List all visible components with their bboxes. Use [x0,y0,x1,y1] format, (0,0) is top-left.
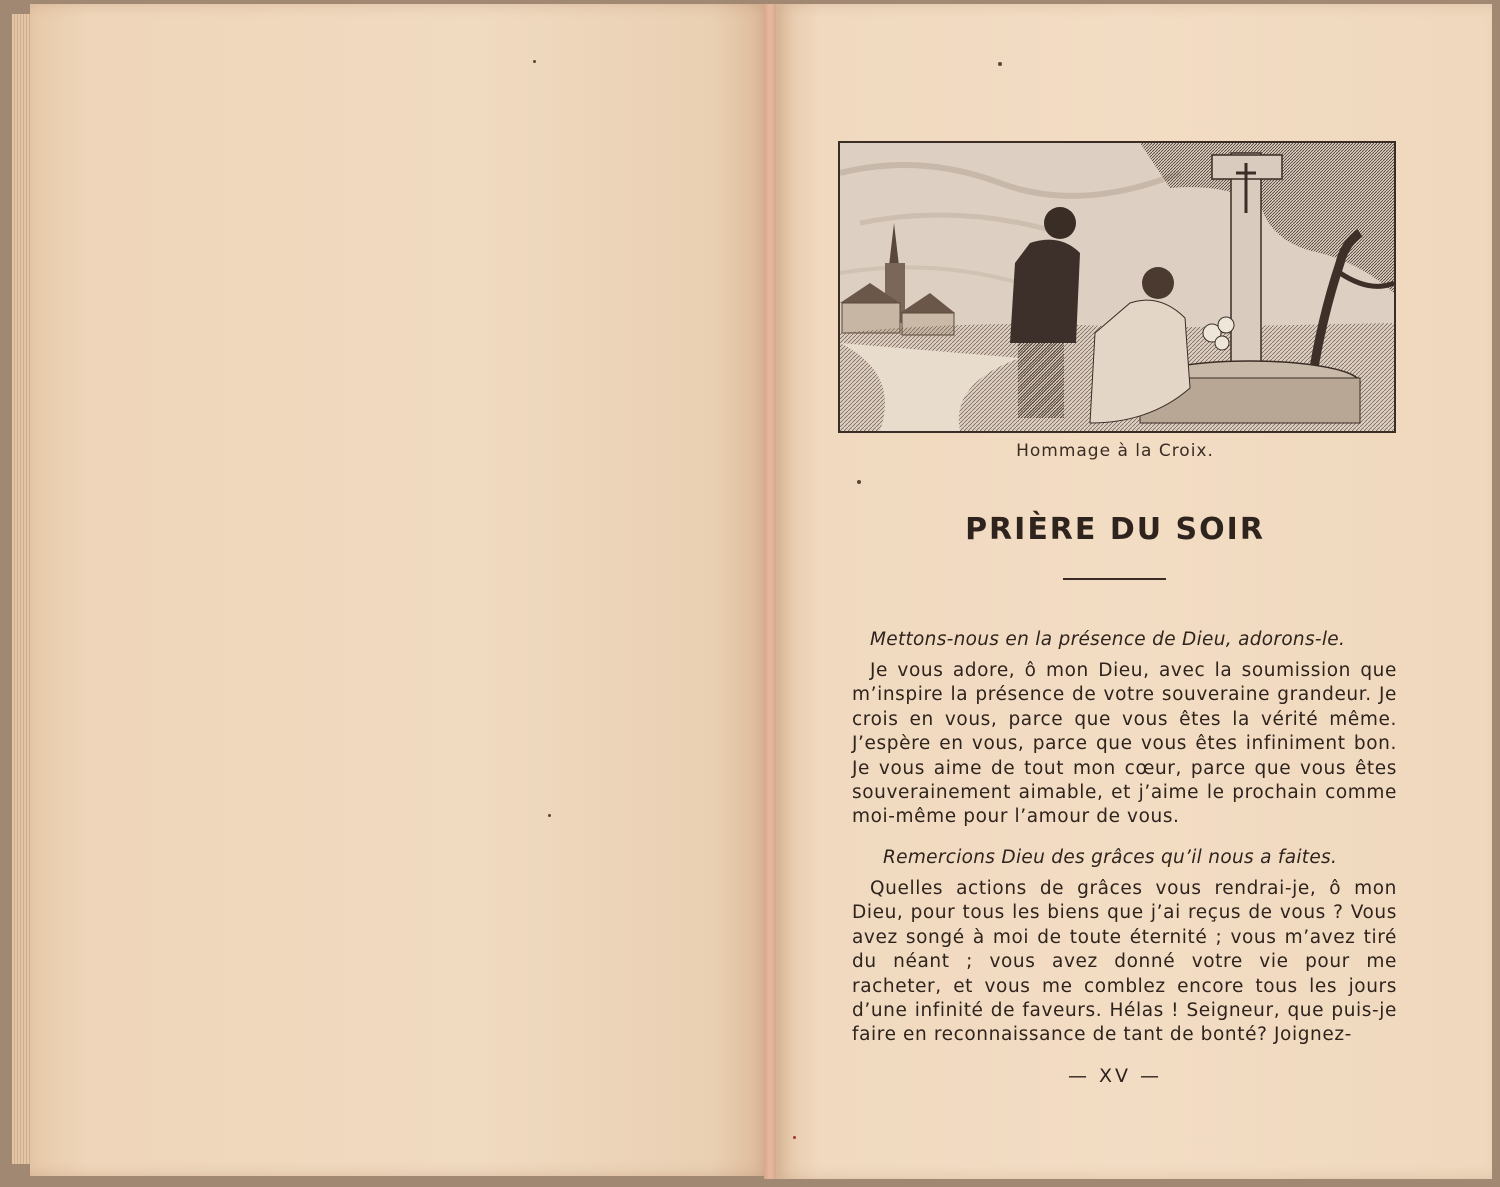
page-edges [12,14,32,1164]
title-divider [1063,578,1166,580]
crucifix-scene-illustration [838,141,1396,433]
page-number: — XV — [1067,1065,1163,1087]
instruction-thanksgiving: Remercions Dieu des grâces qu’il nous a faites. [883,847,1338,868]
paragraph-text: Quelles actions de grâces vous rendrai-je, ô mon Dieu, pour tous les biens que j’ai reçus de vous ? Vous avez songé à moi de toute éternité ; vous m’avez tiré du néant ; vous avez donné votre vie pour me racheter, et vous me comblez encore tous les jours d’une infinité de faveurs. Hélas ! Seigneur, que puis-je faire en reconnaissance de tant de bonté? Joignez- [852,878,1397,1046]
prayer-paragraph-1 [852,659,1397,830]
illustration-caption: Hommage à la Croix. [1016,441,1214,461]
left-page-blank [30,4,770,1176]
paper-speck [793,1136,796,1139]
page-title: PRIÈRE DU SOIR [965,512,1265,547]
illustration-svg [840,143,1394,431]
man-figure [1044,207,1076,239]
woman-figure [1142,267,1174,299]
paragraph-text: Je vous adore, ô mon Dieu, avec la soumission que m’inspire la présence de votre souveraine grandeur. Je crois en vous, parce que vous êtes la vérité même. J’espère en vous, parce que vous êtes infiniment bon. Je vous aime de tout mon cœur, parce que vous êtes souverainement aimable, et j’aime le prochain comme moi-même pour l’amour de vous. [852,660,1397,828]
paper-speck [533,60,536,63]
paper-speck [857,480,861,484]
prayer-paragraph-2 [852,877,1397,1048]
paper-speck [998,62,1002,66]
paper-speck [548,814,551,817]
instruction-adoration: Mettons-nous en la présence de Dieu, adorons-le. [870,629,1346,650]
